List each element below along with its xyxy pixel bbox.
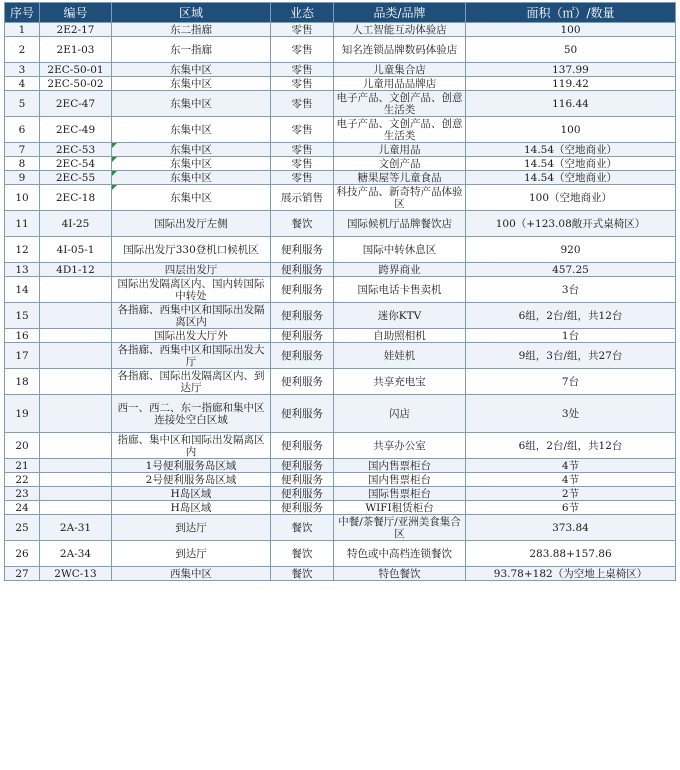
- cell-type: 便利服务: [271, 473, 334, 487]
- cell-region: 东二指廊: [112, 23, 271, 37]
- comment-marker-icon: [112, 171, 117, 176]
- table-row: [5, 157, 676, 171]
- cell-no: 6: [5, 117, 40, 143]
- table-row: [5, 487, 676, 501]
- cell-no: 11: [5, 211, 40, 237]
- cell-no: 18: [5, 369, 40, 395]
- cell-area: 6组，2台/组，共12台: [466, 433, 676, 459]
- cell-area: 9组，3台/组，共27台: [466, 343, 676, 369]
- cell-area: 457.25: [466, 263, 676, 277]
- table-row: [5, 473, 676, 487]
- cell-no: 1: [5, 23, 40, 37]
- cell-region: 西集中区: [112, 567, 271, 581]
- cell-no: 24: [5, 501, 40, 515]
- cell-type: 便利服务: [271, 277, 334, 303]
- cell-no: 14: [5, 277, 40, 303]
- cell-no: 22: [5, 473, 40, 487]
- table-row: [5, 77, 676, 91]
- cell-brand: 人工智能互动体验店: [334, 23, 466, 37]
- cell-area: 920: [466, 237, 676, 263]
- cell-brand: 国际售票柜台: [334, 487, 466, 501]
- cell-brand: 儿童用品: [334, 143, 466, 157]
- cell-area: 100: [466, 23, 676, 37]
- cell-type: 便利服务: [271, 303, 334, 329]
- cell-area: 50: [466, 37, 676, 63]
- cell-area: 119.42: [466, 77, 676, 91]
- cell-no: 9: [5, 171, 40, 185]
- comment-marker-icon: [112, 143, 117, 148]
- cell-type: 零售: [271, 157, 334, 171]
- cell-type: 餐饮: [271, 211, 334, 237]
- cell-region: 东集中区: [112, 157, 271, 171]
- cell-region: 东集中区: [112, 91, 271, 117]
- cell-no: 2: [5, 37, 40, 63]
- table-row: [5, 303, 676, 329]
- cell-type: 便利服务: [271, 501, 334, 515]
- cell-area: 137.99: [466, 63, 676, 77]
- cell-no: 19: [5, 395, 40, 433]
- cell-no: 5: [5, 91, 40, 117]
- cell-type: 零售: [271, 171, 334, 185]
- cell-code: [40, 487, 112, 501]
- table-row: [5, 263, 676, 277]
- cell-type: 零售: [271, 143, 334, 157]
- cell-brand: 共享办公室: [334, 433, 466, 459]
- cell-region: 国际出发厅330登机口候机区: [112, 237, 271, 263]
- cell-region: 东集中区: [112, 63, 271, 77]
- cell-code: 2EC-50-02: [40, 77, 112, 91]
- cell-code: 2A-31: [40, 515, 112, 541]
- table-row: [5, 117, 676, 143]
- table-row: [5, 37, 676, 63]
- cell-region: 东集中区: [112, 143, 271, 157]
- cell-code: [40, 433, 112, 459]
- cell-region: 东集中区: [112, 185, 271, 211]
- cell-region: 各指廊、西集中区和国际出发隔离区内: [112, 303, 271, 329]
- cell-area: 100（空地商业）: [466, 185, 676, 211]
- cell-no: 23: [5, 487, 40, 501]
- cell-code: [40, 369, 112, 395]
- cell-brand: 中餐/茶餐厅/亚洲美食集合区: [334, 515, 466, 541]
- cell-type: 零售: [271, 63, 334, 77]
- cell-code: 2EC-54: [40, 157, 112, 171]
- cell-no: 8: [5, 157, 40, 171]
- table-row: [5, 395, 676, 433]
- cell-type: 餐饮: [271, 567, 334, 581]
- cell-brand: 自助照相机: [334, 329, 466, 343]
- cell-code: [40, 395, 112, 433]
- cell-region: 四层出发厅: [112, 263, 271, 277]
- cell-type: 便利服务: [271, 369, 334, 395]
- cell-region: 国际出发厅左侧: [112, 211, 271, 237]
- cell-region: 国际出发隔离区内、国内转国际中转处: [112, 277, 271, 303]
- cell-no: 25: [5, 515, 40, 541]
- table-row: [5, 143, 676, 157]
- cell-code: 2E1-03: [40, 37, 112, 63]
- cell-type: 便利服务: [271, 237, 334, 263]
- table-row: [5, 459, 676, 473]
- cell-code: [40, 501, 112, 515]
- cell-no: 7: [5, 143, 40, 157]
- table-row: [5, 501, 676, 515]
- cell-area: 93.78+182（为空地上桌椅区）: [466, 567, 676, 581]
- cell-no: 27: [5, 567, 40, 581]
- cell-brand: WIFI租赁柜台: [334, 501, 466, 515]
- table-row: [5, 343, 676, 369]
- table-row: [5, 23, 676, 37]
- cell-no: 12: [5, 237, 40, 263]
- table-row: [5, 63, 676, 77]
- cell-code: 2EC-49: [40, 117, 112, 143]
- cell-brand: 儿童用品品牌店: [334, 77, 466, 91]
- cell-region: 西一、西二、东一指廊和集中区连接处空白区域: [112, 395, 271, 433]
- table-row: [5, 211, 676, 237]
- cell-brand: 共享充电宝: [334, 369, 466, 395]
- table-row: [5, 237, 676, 263]
- cell-area: 4节: [466, 459, 676, 473]
- cell-area: 283.88+157.86: [466, 541, 676, 567]
- cell-type: 便利服务: [271, 395, 334, 433]
- cell-area: 373.84: [466, 515, 676, 541]
- cell-type: 便利服务: [271, 487, 334, 501]
- cell-type: 便利服务: [271, 263, 334, 277]
- cell-brand: 电子产品、文创产品、创意生活类: [334, 117, 466, 143]
- table-row: [5, 541, 676, 567]
- cell-code: 4D1-12: [40, 263, 112, 277]
- cell-code: 2EC-18: [40, 185, 112, 211]
- cell-area: 3台: [466, 277, 676, 303]
- cell-region: 到达厅: [112, 515, 271, 541]
- cell-no: 21: [5, 459, 40, 473]
- table-row: [5, 91, 676, 117]
- cell-area: 100: [466, 117, 676, 143]
- cell-code: [40, 303, 112, 329]
- cell-area: 6节: [466, 501, 676, 515]
- table-row: [5, 369, 676, 395]
- cell-brand: 国际电话卡售卖机: [334, 277, 466, 303]
- cell-code: [40, 329, 112, 343]
- cell-no: 13: [5, 263, 40, 277]
- cell-region: 到达厅: [112, 541, 271, 567]
- cell-area: 116.44: [466, 91, 676, 117]
- header-code: 编号: [40, 3, 112, 23]
- cell-brand: 国际中转休息区: [334, 237, 466, 263]
- cell-region: 各指廊、国际出发隔离区内、到达厅: [112, 369, 271, 395]
- cell-code: 2A-34: [40, 541, 112, 567]
- cell-area: 14.54（空地商业）: [466, 157, 676, 171]
- cell-area: 2节: [466, 487, 676, 501]
- cell-brand: 跨界商业: [334, 263, 466, 277]
- cell-no: 26: [5, 541, 40, 567]
- cell-no: 10: [5, 185, 40, 211]
- cell-type: 便利服务: [271, 459, 334, 473]
- cell-brand: 闪店: [334, 395, 466, 433]
- comment-marker-icon: [112, 157, 117, 162]
- table-row: [5, 433, 676, 459]
- table-row: [5, 277, 676, 303]
- cell-region: 各指廊、西集中区和国际出发大厅: [112, 343, 271, 369]
- cell-brand: 知名连锁品牌数码体验店: [334, 37, 466, 63]
- cell-code: [40, 473, 112, 487]
- cell-area: 4节: [466, 473, 676, 487]
- cell-brand: 文创产品: [334, 157, 466, 171]
- cell-type: 零售: [271, 117, 334, 143]
- cell-area: 14.54（空地商业）: [466, 143, 676, 157]
- cell-no: 3: [5, 63, 40, 77]
- cell-region: 指廊、集中区和国际出发隔离区内: [112, 433, 271, 459]
- cell-type: 便利服务: [271, 343, 334, 369]
- header-area: 面积（㎡）/数量: [466, 3, 676, 23]
- cell-area: 7台: [466, 369, 676, 395]
- cell-area: 100（+123.08敞开式桌椅区）: [466, 211, 676, 237]
- cell-type: 零售: [271, 23, 334, 37]
- cell-region: 国际出发大厅外: [112, 329, 271, 343]
- header-no: 序号: [5, 3, 40, 23]
- cell-region: 东集中区: [112, 77, 271, 91]
- cell-type: 餐饮: [271, 515, 334, 541]
- cell-type: 零售: [271, 91, 334, 117]
- header-row: [5, 3, 676, 23]
- cell-type: 零售: [271, 37, 334, 63]
- cell-no: 16: [5, 329, 40, 343]
- header-region: 区域: [112, 3, 271, 23]
- cell-code: 2EC-55: [40, 171, 112, 185]
- cell-code: [40, 459, 112, 473]
- header-brand: 品类/品牌: [334, 3, 466, 23]
- cell-region: H岛区域: [112, 501, 271, 515]
- table-row: [5, 567, 676, 581]
- cell-type: 零售: [271, 77, 334, 91]
- header-type: 业态: [271, 3, 334, 23]
- cell-brand: 电子产品、文创产品、创意生活类: [334, 91, 466, 117]
- cell-brand: 糖果屋等儿童食品: [334, 171, 466, 185]
- cell-no: 17: [5, 343, 40, 369]
- table-body: [5, 23, 676, 581]
- cell-brand: 特色或中高档连锁餐饮: [334, 541, 466, 567]
- cell-code: 2EC-53: [40, 143, 112, 157]
- cell-type: 餐饮: [271, 541, 334, 567]
- table-row: [5, 515, 676, 541]
- table-row: [5, 329, 676, 343]
- cell-region: 2号便利服务岛区域: [112, 473, 271, 487]
- cell-no: 4: [5, 77, 40, 91]
- cell-no: 15: [5, 303, 40, 329]
- comment-marker-icon: [112, 185, 117, 190]
- cell-type: 便利服务: [271, 433, 334, 459]
- cell-brand: 特色餐饮: [334, 567, 466, 581]
- cell-region: 东一指廊: [112, 37, 271, 63]
- table-row: [5, 185, 676, 211]
- cell-brand: 迷你KTV: [334, 303, 466, 329]
- cell-code: 2EC-47: [40, 91, 112, 117]
- cell-code: 2WC-13: [40, 567, 112, 581]
- cell-type: 便利服务: [271, 329, 334, 343]
- cell-code: [40, 277, 112, 303]
- cell-code: 2E2-17: [40, 23, 112, 37]
- cell-type: 展示销售: [271, 185, 334, 211]
- cell-brand: 科技产品、新奇特产品体验区: [334, 185, 466, 211]
- cell-area: 6组，2台/组，共12台: [466, 303, 676, 329]
- cell-brand: 国际候机厅品牌餐饮店: [334, 211, 466, 237]
- cell-region: 东集中区: [112, 117, 271, 143]
- cell-brand: 国内售票柜台: [334, 459, 466, 473]
- table-row: [5, 171, 676, 185]
- cell-area: 14.54（空地商业）: [466, 171, 676, 185]
- cell-code: 4I-25: [40, 211, 112, 237]
- cell-code: 4I-05-1: [40, 237, 112, 263]
- cell-region: H岛区域: [112, 487, 271, 501]
- cell-brand: 儿童集合店: [334, 63, 466, 77]
- cell-area: 3处: [466, 395, 676, 433]
- cell-region: 东集中区: [112, 171, 271, 185]
- leasing-table: [4, 2, 676, 581]
- cell-code: 2EC-50-01: [40, 63, 112, 77]
- cell-code: [40, 343, 112, 369]
- cell-region: 1号便利服务岛区域: [112, 459, 271, 473]
- cell-no: 20: [5, 433, 40, 459]
- cell-brand: 国内售票柜台: [334, 473, 466, 487]
- cell-area: 1台: [466, 329, 676, 343]
- cell-brand: 娃娃机: [334, 343, 466, 369]
